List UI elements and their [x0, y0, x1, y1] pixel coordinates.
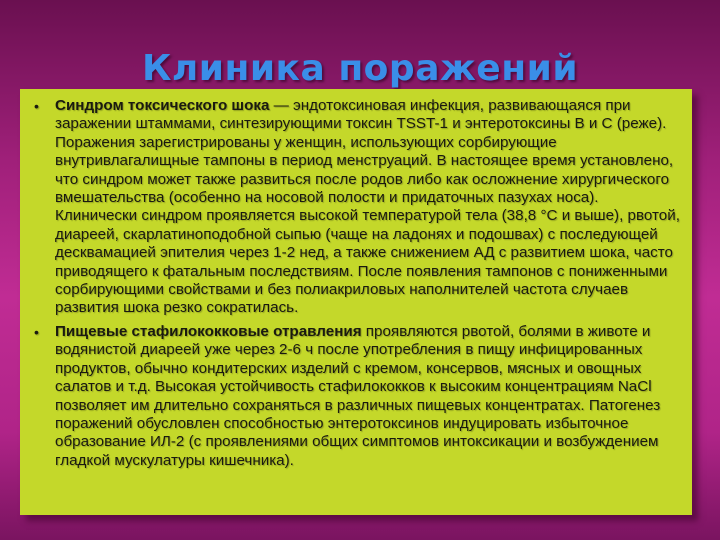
bullet-marker: •	[34, 323, 39, 340]
bullet-item-toxic-shock	[34, 97, 684, 318]
term-description: — эндотоксиновая инфекция, развивающаяся при заражении штаммами, синтезирующими токсин TSST-1 и энтеротоксины В и С (реже). Поражения зарегистрированы у женщин, использующих сорбирующие внутривлагалищные тампоны в период менструаций. В настоящее время установлено, что синдром может также развиться после родов либо как осложнение хирургического вмешательства (особенно на носовой полости и придаточных пазухах носа). Клинически синдром проявляется высокой температурой тела (38,8 °С и выше), рвотой, диареей, скарлатиноподобной сыпью (чаще на ладонях и подошвах) с последующей десквамацией эпителия через 1-2 нед, а также снижением АД с развитием шока, часто приводящего к фатальным последствиям. После появления тампонов с пониженными сорбирующими свойствами и без полиакриловых наполнителей частота случаев развития шока резко сократилась.	[55, 97, 680, 317]
term-description: проявляются рвотой, болями в животе и водянистой диареей уже через 2-6 ч после употребления в пищу инфицированных продуктов, обычно кондитерских изделий с кремом, консервов, мясных и овощных салатов и т.д. Высокая устойчивость стафилококков к высоким концентрациям NaCl позволяет им длительно сохраняться в различных пищевых концентратах. Патогенез поражений обусловлен способностью энтеротоксинов индуцировать избыточное образование ИЛ-2 (с проявлениями общих симптомов интоксикации и возбуждением гладкой мускулатуры кишечника).	[55, 322, 661, 469]
bullet-list	[34, 97, 684, 475]
slide-title: Клиника поражений	[141, 48, 579, 89]
bullet-item-food-poisoning	[34, 323, 684, 470]
bullet-marker: •	[34, 98, 39, 114]
content-panel	[20, 89, 692, 515]
term-heading: Синдром токсического шока	[55, 97, 270, 114]
term-heading: Пищевые стафилококковые отравления	[55, 322, 362, 340]
